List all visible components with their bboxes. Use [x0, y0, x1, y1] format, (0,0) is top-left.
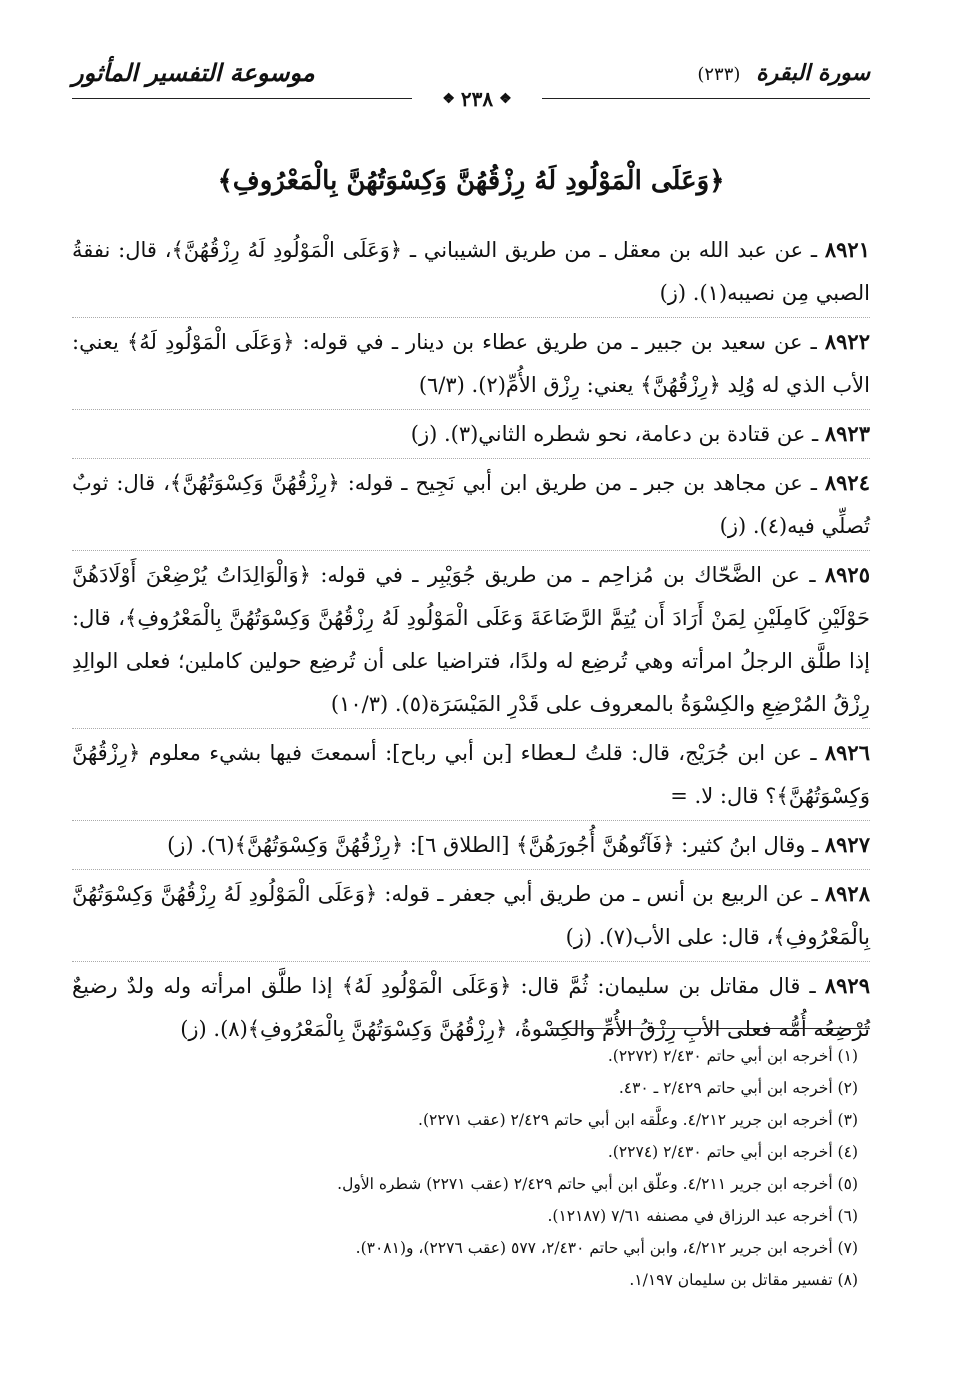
entry — [72, 823, 870, 870]
entry-number: ٨٩٢٩ — [824, 973, 870, 998]
footnote: (٢) أخرجه ابن أبي حاتم ٢/٤٢٩ ـ ٤٣٠. — [618, 1079, 858, 1097]
verse-heading: ﴿وَعَلَى الْمَوْلُودِ لَهُ رِزْقُهُنَّ وَكِسْوَتُهُنَّ بِالْمَعْرُوفِ﴾ — [217, 166, 725, 196]
entry-text: ـ قال مقاتل بن سليمان: ثُمَّ قال: ﴿وَعَلَى الْمَوْلُودِ لَهُ﴾ إذا طلَّق امرأته وله ولدٌ رضيعٌ تُرْضِعُه أُمُّه فعلى الأبِ رِزْقُ الأُمِّ والكِسْوةُ، ﴿رِزْقُهُنَّ وَكِسْوَتُهُنَّ بِالْمَعْرُوفِ﴾(٨). (ز) — [72, 974, 870, 1041]
verse-number: (٢٣٣) — [697, 64, 741, 85]
footnote-separator — [550, 1028, 870, 1029]
entry-number: ٨٩٢٨ — [824, 881, 870, 906]
entry-number: ٨٩٢١ — [824, 237, 870, 262]
footnote: (٨) تفسير مقاتل بن سليمان ١/١٩٧. — [629, 1271, 858, 1289]
footnote: (٥) أخرجه ابن جرير ٤/٢١١. وعلّق ابن أبي حاتم ٢/٤٢٩ (عقب ٢٢٧١) شطره الأول. — [337, 1175, 858, 1193]
surah-name: سورة البقرة — [756, 60, 870, 86]
entries-list — [72, 228, 870, 1055]
entry-text: ـ عن مجاهد بن جبر ـ من طريق ابن أبي نَجِيح ـ قوله: ﴿رِزْقُهُنَّ وَكِسْوَتُهُنَّ﴾، قال: ثوبٌ تُصلِّي فيه(٤). (ز) — [72, 471, 870, 538]
surah-heading — [697, 60, 870, 86]
entry-number: ٨٩٢٥ — [824, 562, 870, 587]
entry-text: ـ عن الضَّحّاك بن مُزاحِم ـ من طريق جُوَيْبِر ـ في قوله: ﴿وَالْوَالِدَاتُ يُرْضِعْنَ أَوْلَادَهُنَّ حَوْلَيْنِ كَامِلَيْنِ لِمَنْ أَرَادَ أَن يُتِمَّ الرَّضَاعَةَ وَعَلَى الْمَوْلُودِ لَهُ رِزْقُهُنَّ وَكِسْوَتُهُنَّ بِالْمَعْرُوفِ﴾، قال: إذا طلَّق الرجلُ امرأته وهي تُرضِع له ولدًا، فتراضيا على أن تُرضِع حولين كاملين؛ فعلى الوالِدِ رِزْقُ المُرْضِعِ والكِسْوَةُ بالمعروف على قَدْرِ المَيْسَرَة(٥). (١٠/٣) — [72, 563, 870, 716]
entry — [72, 553, 870, 729]
ornament-icon: ❖ — [442, 91, 455, 107]
page-number-box — [412, 86, 542, 112]
entry — [72, 461, 870, 551]
entry-text: ـ وقال ابنُ كثير: ﴿فَآتُوهُنَّ أُجُورَهُنَّ﴾ [الطلاق ٦]: ﴿رِزْقُهُنَّ وَكِسْوَتُهُنَّ﴾(٦). (ز) — [167, 833, 825, 857]
footnotes — [72, 1040, 858, 1296]
page-number: ٢٣٨ — [460, 87, 494, 111]
footnote: (٦) أخرجه عبد الرزاق في مصنفه ٧/٦١ (١٢١٨٧). — [547, 1207, 858, 1225]
footnote: (٣) أخرجه ابن جرير ٤/٢١٢. وعلَّقه ابن أبي حاتم ٢/٤٢٩ (عقب ٢٢٧١). — [418, 1111, 858, 1129]
ornament-icon: ❖ — [499, 91, 512, 107]
entry-number: ٨٩٢٧ — [824, 832, 870, 857]
entry — [72, 412, 870, 459]
entry-text: ـ عن ابن جُرَيْج، قال: قلتُ لـعطاء [بن أبي رباح]: أسمعتَ فيها بشيء معلوم ﴿رِزْقُهُنَّ وَكِسْوَتُهُنَّ﴾؟ قال: لا. = — [72, 741, 870, 808]
entry-number: ٨٩٢٦ — [824, 740, 870, 765]
entry-number: ٨٩٢٣ — [824, 421, 870, 446]
entry-text: ـ عن سعيد بن جبير ـ من طريق عطاء بن دينار ـ في قوله: ﴿وَعَلَى الْمَوْلُودِ لَهُ﴾ يعني: الأب الذي له وُلِد ﴿رِزْقُهُنَّ﴾ يعني: رِزْق الأُمِّ(٢). (٦/٣) — [72, 330, 870, 397]
entry-text: ـ عن الربيع بن أنس ـ من طريق أبي جعفر ـ قوله: ﴿وَعَلَى الْمَوْلُودِ لَهُ رِزْقُهُنَّ وَكِسْوَتُهُنَّ بِالْمَعْرُوفِ﴾، قال: على الأب(٧). (ز) — [72, 882, 870, 949]
series-title: موسوعة التفسير المأثور — [72, 58, 315, 87]
footnote: (١) أخرجه ابن أبي حاتم ٢/٤٣٠ (٢٢٧٢). — [607, 1047, 858, 1065]
footnote: (٤) أخرجه ابن أبي حاتم ٢/٤٣٠ (٢٢٧٤). — [607, 1143, 858, 1161]
entry-text: ـ عن عبد الله بن معقل ـ من طريق الشيباني ـ ﴿وَعَلَى الْمَوْلُودِ لَهُ رِزْقُهُنَّ﴾، قال: نفقةُ الصبي مِن نصيبه(١). (ز) — [72, 238, 870, 305]
footnote: (٧) أخرجه ابن جرير ٤/٢١٢، وابن أبي حاتم ٢/٤٣٠، ٥٧٧ (عقب ٢٢٧٦)، و(٣٠٨١). — [355, 1239, 858, 1257]
entry-number: ٨٩٢٢ — [824, 329, 870, 354]
entry — [72, 228, 870, 318]
entry — [72, 731, 870, 821]
entry-number: ٨٩٢٤ — [824, 470, 870, 495]
entry — [72, 320, 870, 410]
entry-text: ـ عن قتادة بن دعامة، نحو شطره الثاني(٣). (ز) — [410, 422, 825, 446]
entry — [72, 872, 870, 962]
